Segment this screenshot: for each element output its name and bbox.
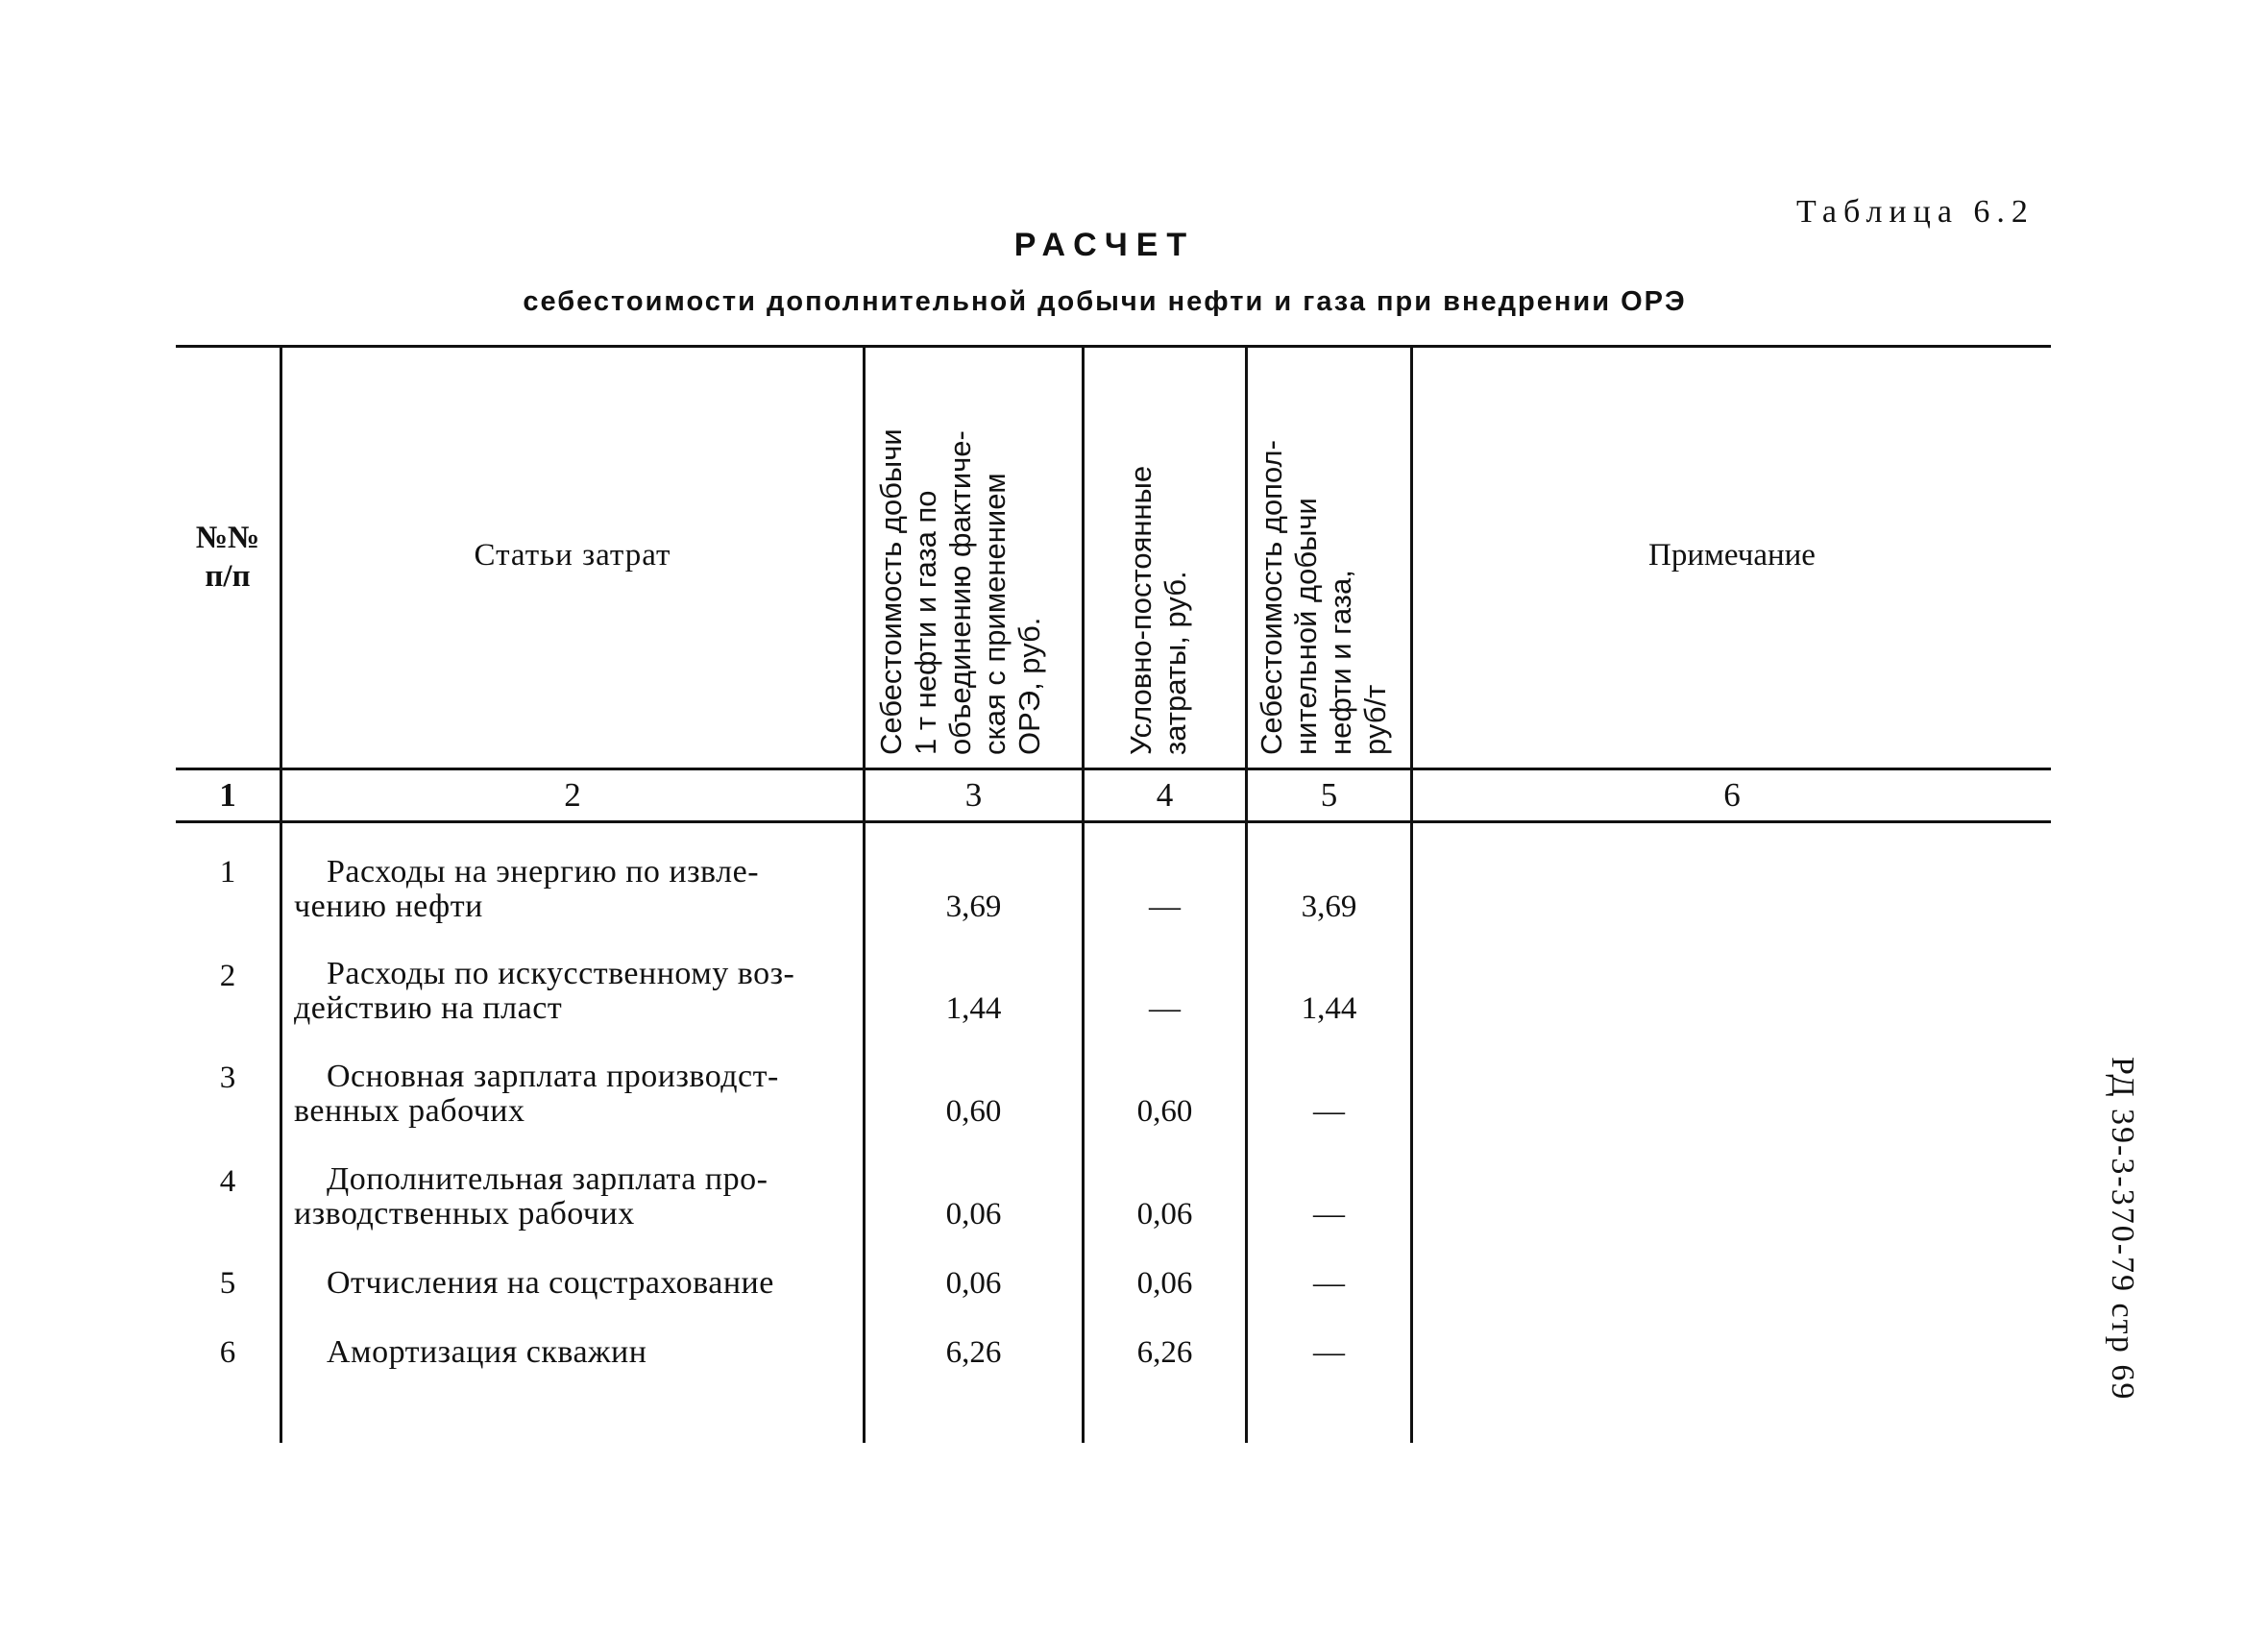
fixed-costs-value: — bbox=[1149, 991, 1181, 1026]
column-divider-5 bbox=[1410, 348, 1413, 1443]
document-title: РАСЧЕТ bbox=[1013, 227, 1196, 263]
cost-item-line-text: Основная зарплата производст- bbox=[327, 1059, 779, 1094]
actual-cost-value: 1,44 bbox=[945, 991, 1002, 1026]
row-number: 1 bbox=[219, 855, 236, 890]
cost-item-line-text: Дополнительная зарплата про- bbox=[327, 1161, 768, 1197]
header-cost-items: Статьи затрат bbox=[474, 538, 671, 573]
fixed-costs-value: — bbox=[1149, 890, 1181, 924]
header-bottom-rule bbox=[176, 768, 2051, 770]
row-number: 2 bbox=[219, 959, 236, 993]
row-number: 3 bbox=[219, 1061, 236, 1095]
actual-cost-value: 6,26 bbox=[945, 1335, 1002, 1370]
additional-cost-value: 1,44 bbox=[1301, 991, 1357, 1026]
cost-item-line-text: Амортизация скважин bbox=[327, 1334, 647, 1370]
cost-item-name bbox=[294, 1162, 857, 1232]
column-divider-1 bbox=[280, 348, 282, 1443]
header-actual-cost-line: объединению фактиче- bbox=[943, 430, 977, 755]
header-row-number-line-1: №№ bbox=[195, 521, 260, 555]
cost-item-line bbox=[294, 1335, 857, 1370]
actual-cost-value: 0,60 bbox=[945, 1094, 1002, 1129]
column-number: 1 bbox=[219, 776, 236, 814]
additional-cost-value: 3,69 bbox=[1301, 890, 1357, 924]
additional-cost-value: — bbox=[1313, 1197, 1345, 1232]
cost-item-line: изводственных рабочих bbox=[294, 1196, 635, 1232]
cost-item-line: чению нефти bbox=[294, 889, 483, 924]
header-row-number-line-2: п/п bbox=[205, 559, 251, 594]
header-row-number bbox=[176, 519, 280, 596]
table-number-label: Таблица 6.2 bbox=[1796, 194, 2035, 230]
column-number: 3 bbox=[964, 776, 983, 814]
column-number: 5 bbox=[1320, 776, 1338, 814]
cost-item-line bbox=[294, 855, 857, 890]
header-fixed-costs bbox=[1124, 466, 1193, 755]
actual-cost-value: 3,69 bbox=[945, 890, 1002, 924]
header-actual-cost bbox=[874, 428, 1047, 755]
cost-item-line bbox=[294, 1162, 857, 1197]
actual-cost-value: 0,06 bbox=[945, 1266, 1002, 1301]
additional-cost-value: — bbox=[1313, 1266, 1345, 1301]
cost-item-line-text: Расходы по искусственному воз- bbox=[327, 956, 795, 991]
header-actual-cost-line: 1 т нефти и газа по bbox=[909, 490, 942, 755]
row-number: 5 bbox=[219, 1266, 236, 1301]
fixed-costs-value: 6,26 bbox=[1136, 1335, 1193, 1370]
cost-item-name bbox=[294, 1266, 857, 1301]
header-actual-cost-line: Себестоимость добычи bbox=[874, 428, 908, 755]
fixed-costs-value: 0,06 bbox=[1136, 1266, 1193, 1301]
cost-item-line bbox=[294, 1266, 857, 1301]
additional-cost-value: — bbox=[1313, 1094, 1345, 1129]
header-fixed-costs-line: Условно-постоянные bbox=[1124, 465, 1158, 755]
row-number: 6 bbox=[219, 1335, 236, 1370]
cost-item-line bbox=[294, 1060, 857, 1094]
cost-item-line: действию на пласт bbox=[294, 990, 563, 1026]
column-numbers-bottom-rule bbox=[176, 820, 2051, 823]
header-additional-cost-line: руб/т bbox=[1358, 684, 1392, 755]
additional-cost-value: — bbox=[1313, 1335, 1345, 1370]
fixed-costs-value: 0,06 bbox=[1136, 1197, 1193, 1232]
document-page-reference: РД 39-3-370-79 стр 69 bbox=[2105, 1057, 2140, 1402]
column-number: 2 bbox=[564, 776, 581, 814]
header-additional-cost-line: нительной добычи bbox=[1289, 498, 1323, 755]
header-notes: Примечание bbox=[1648, 538, 1816, 573]
document-subtitle: себестоимости дополнительной добычи нефти и газа при внедрении ОРЭ bbox=[523, 286, 1687, 317]
header-additional-cost-line: нефти и газа, bbox=[1324, 570, 1357, 755]
column-number: 6 bbox=[1723, 776, 1741, 814]
header-additional-cost bbox=[1255, 440, 1393, 755]
cost-item-line-text: Расходы на энергию по извле- bbox=[327, 854, 760, 890]
row-number: 4 bbox=[219, 1164, 236, 1199]
actual-cost-value: 0,06 bbox=[945, 1197, 1002, 1232]
cost-item-name bbox=[294, 855, 857, 924]
cost-item-line-text: Отчисления на соцстрахование bbox=[327, 1265, 774, 1301]
column-number: 4 bbox=[1156, 776, 1174, 814]
cost-item-name bbox=[294, 1060, 857, 1129]
header-actual-cost-line: ОРЭ, руб. bbox=[1012, 617, 1046, 755]
fixed-costs-value: 0,60 bbox=[1136, 1094, 1193, 1129]
cost-item-line: венных рабочих bbox=[294, 1093, 525, 1129]
cost-item-name bbox=[294, 957, 857, 1026]
table-top-rule bbox=[176, 345, 2051, 348]
header-actual-cost-line: ская с применением bbox=[978, 473, 1012, 755]
header-additional-cost-line: Себестоимость допол- bbox=[1255, 440, 1288, 755]
cost-item-name bbox=[294, 1335, 857, 1370]
cost-item-line bbox=[294, 957, 857, 991]
header-fixed-costs-line: затраты, руб. bbox=[1158, 571, 1192, 755]
